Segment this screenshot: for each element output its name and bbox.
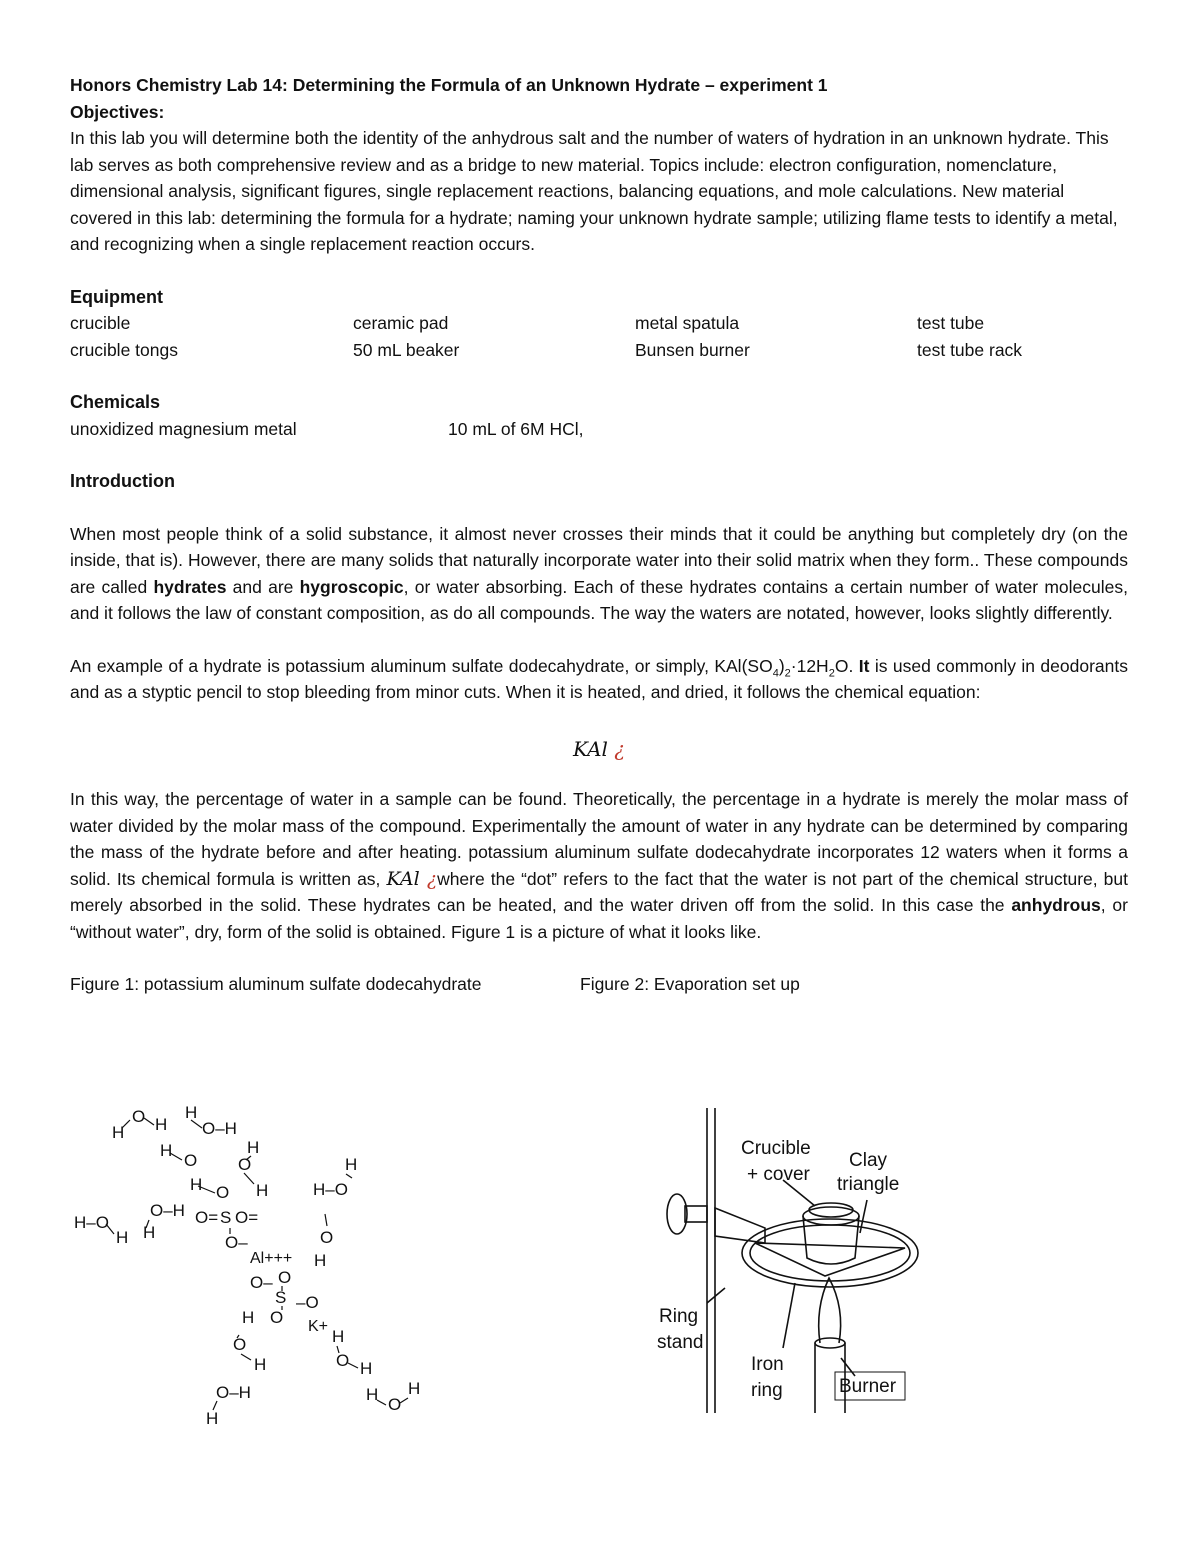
equipment-item: ceramic pad [353, 313, 449, 333]
atom-label: O–H [216, 1383, 251, 1402]
atom-label: H [242, 1308, 255, 1327]
atom-label: H [112, 1123, 125, 1142]
label-stand: stand [657, 1332, 704, 1353]
chemical-equation [70, 736, 1128, 763]
atom-label: O [238, 1155, 252, 1174]
label-burner: Burner [839, 1376, 897, 1397]
clamp-knob [667, 1194, 687, 1234]
label-crucible: Crucible [741, 1138, 811, 1159]
label-ring: Ring [659, 1306, 699, 1327]
atom-label: O [132, 1107, 146, 1126]
formula-glyph: ¿ [426, 867, 438, 890]
crucible-cover-top [809, 1203, 853, 1217]
atom-label: –O [296, 1293, 319, 1312]
atom-label: H–O [313, 1180, 348, 1199]
equation-text: KAl [572, 736, 615, 761]
equation-glyph: ¿ [614, 736, 626, 761]
inline-formula [386, 868, 437, 890]
atom-label: O [233, 1335, 247, 1354]
intro-text: , or “without water”, dry, form of the solid is obtained. Figure 1 is a picture of what it looks like. [70, 895, 1128, 942]
intro-text: and are [226, 576, 300, 597]
atom-label: H [160, 1141, 173, 1160]
introduction-heading: Introduction [70, 471, 175, 491]
intro-text: O. [834, 655, 859, 676]
subscript: 2 [784, 667, 791, 679]
leader-line [841, 1358, 855, 1376]
atom-label: H [190, 1175, 203, 1194]
atom-label: O [336, 1351, 350, 1370]
atom-label: H [360, 1359, 373, 1378]
atom-label: H [143, 1223, 156, 1242]
chemicals-heading: Chemicals [70, 392, 161, 412]
figure-1-structure [70, 1098, 460, 1433]
atom-label: O [320, 1228, 334, 1247]
figure-captions [70, 971, 1128, 998]
label-iron-ring: ring [751, 1380, 783, 1401]
atom-label: O–H [150, 1201, 185, 1220]
intro-paragraph-1 [70, 521, 1128, 627]
intro-text: is used commonly in deodorants and as a styptic pencil to stop bleeding from minor cuts. When it is heated, and dried, it follows the chemical equation: [70, 655, 1128, 702]
atom-label: O [216, 1183, 230, 1202]
document-page [70, 72, 1128, 998]
atom-label: O [184, 1151, 198, 1170]
leader-line [707, 1288, 725, 1303]
atom-label: Al+++ [250, 1250, 293, 1267]
atom-label: H [155, 1115, 168, 1134]
term-hydrates: hydrates [153, 576, 227, 597]
atom-label: O= [195, 1208, 219, 1227]
intro-paragraph-2 [70, 653, 1128, 706]
equipment-item: 50 mL beaker [353, 339, 460, 360]
equipment-item: crucible tongs [70, 339, 178, 360]
chemical-item: 10 mL of 6M HCl, [448, 418, 584, 439]
term-anhydrous: anhydrous [1011, 895, 1101, 915]
atom-label: O [270, 1308, 284, 1327]
atom-label: H [256, 1181, 269, 1200]
atom-label: O– [250, 1273, 273, 1292]
figure-2-caption: Figure 2: Evaporation set up [580, 974, 800, 994]
atom-label: H [206, 1409, 219, 1428]
atom-label: H [254, 1355, 267, 1374]
atom-label: H [314, 1251, 327, 1270]
bold-word: It [858, 655, 870, 676]
atom-label: S [220, 1208, 232, 1227]
label-cover: + cover [747, 1164, 810, 1185]
iron-ring-inner [750, 1225, 910, 1281]
atom-label: H–O [74, 1213, 109, 1232]
intro-paragraph-3 [70, 786, 1128, 945]
atom-label: H [185, 1103, 198, 1122]
subscript: 2 [828, 667, 835, 679]
intro-text: An example of a hydrate is potassium aluminum sulfate dodecahydrate, or simply, KAl(SO [70, 655, 773, 676]
chemicals-list [70, 416, 1128, 443]
atom-label: H [345, 1155, 358, 1174]
label-iron: Iron [751, 1354, 784, 1375]
figure-1-caption: Figure 1: potassium aluminum sulfate dodecahydrate [70, 974, 482, 994]
figure-2-evaporation-setup [655, 1108, 925, 1413]
formula-text: KAl [386, 867, 427, 890]
equipment-item: test tube [917, 313, 985, 333]
objectives-text: In this lab you will determine both the identity of the anhydrous salt and the number of waters of hydration in an unknown hydrate. This lab serves as both comprehensive review and as a bridge to new material. Topics include: electron configuration, nomenclature, dimensional analysis, significant figures, single replacement reactions, balancing equations, and mole calculations. New material covered in this lab: determining the formula for a hydrate; naming your unknown hydrate sample; utilizing flame tests to identify a metal, and recognizing when a single replacement reaction occurs. [70, 128, 1118, 254]
intro-text: ·12H [790, 655, 829, 676]
equipment-list [70, 310, 1128, 363]
equipment-item: metal spatula [635, 313, 740, 333]
atom-label: K+ [308, 1318, 329, 1335]
leader-line [783, 1283, 795, 1348]
atom-label: O [388, 1395, 402, 1414]
atom-label: H [247, 1138, 260, 1157]
atom-label: H [408, 1379, 421, 1398]
equipment-item: test tube rack [917, 339, 1023, 360]
atom-label: O= [235, 1208, 259, 1227]
chemical-item: unoxidized magnesium metal [70, 418, 297, 439]
equipment-item: crucible [70, 313, 131, 333]
atom-label: H [116, 1228, 129, 1247]
crucible-cover [803, 1207, 859, 1225]
atom-label: H [332, 1327, 345, 1346]
atom-label: O–H [202, 1119, 237, 1138]
intro-text: When most people think of a solid substance, it almost never crosses their minds that it could be anything but completely dry (on the inside, that is). However, there are many solids that naturally incorporate water into their solid matrix when they form.. These compounds are called [70, 523, 1128, 597]
atom-label: O [278, 1268, 292, 1287]
clamp-screw [685, 1206, 707, 1222]
document-title: Honors Chemistry Lab 14: Determining the Formula of an Unknown Hydrate – experiment 1 [70, 75, 828, 95]
atom-label: O– [225, 1233, 248, 1252]
objectives-heading: Objectives: [70, 101, 165, 122]
label-triangle: triangle [837, 1174, 900, 1195]
label-clay: Clay [849, 1150, 888, 1171]
intro-text: ) [778, 655, 785, 676]
subscript: 4 [772, 667, 779, 679]
intro-text: In this way, the percentage of water in a sample can be found. Theoretically, the percentage in a hydrate is merely the molar mass of water divided by the molar mass of the compound. Experimentally the amount of water in any hydrate can be determined by comparing the mass of the hydrate before and after heating. potassium aluminum sulfate dodecahydrate incorporates 12 waters when it forms a solid. Its chemical formula is written as, [70, 789, 1128, 889]
term-hygroscopic: hygroscopic [299, 576, 404, 597]
clamp-arm [715, 1208, 765, 1243]
equipment-item: Bunsen burner [635, 339, 750, 360]
clay-triangle [755, 1243, 905, 1276]
intro-text: , or water absorbing. Each of these hydrates contains a certain number of water molecules, and it follows the law of constant composition, as do all compounds. The way the waters are notated, however, looks slightly differently. [70, 576, 1129, 623]
atom-label: H [366, 1385, 379, 1404]
atom-label: S [275, 1288, 287, 1307]
equipment-heading: Equipment [70, 286, 163, 307]
intro-text: where the “dot” refers to the fact that the water is not part of the chemical structure, but merely absorbed in the solid. These hydrates can be heated, and the water driven off from the solid. In this case the [70, 868, 1128, 915]
